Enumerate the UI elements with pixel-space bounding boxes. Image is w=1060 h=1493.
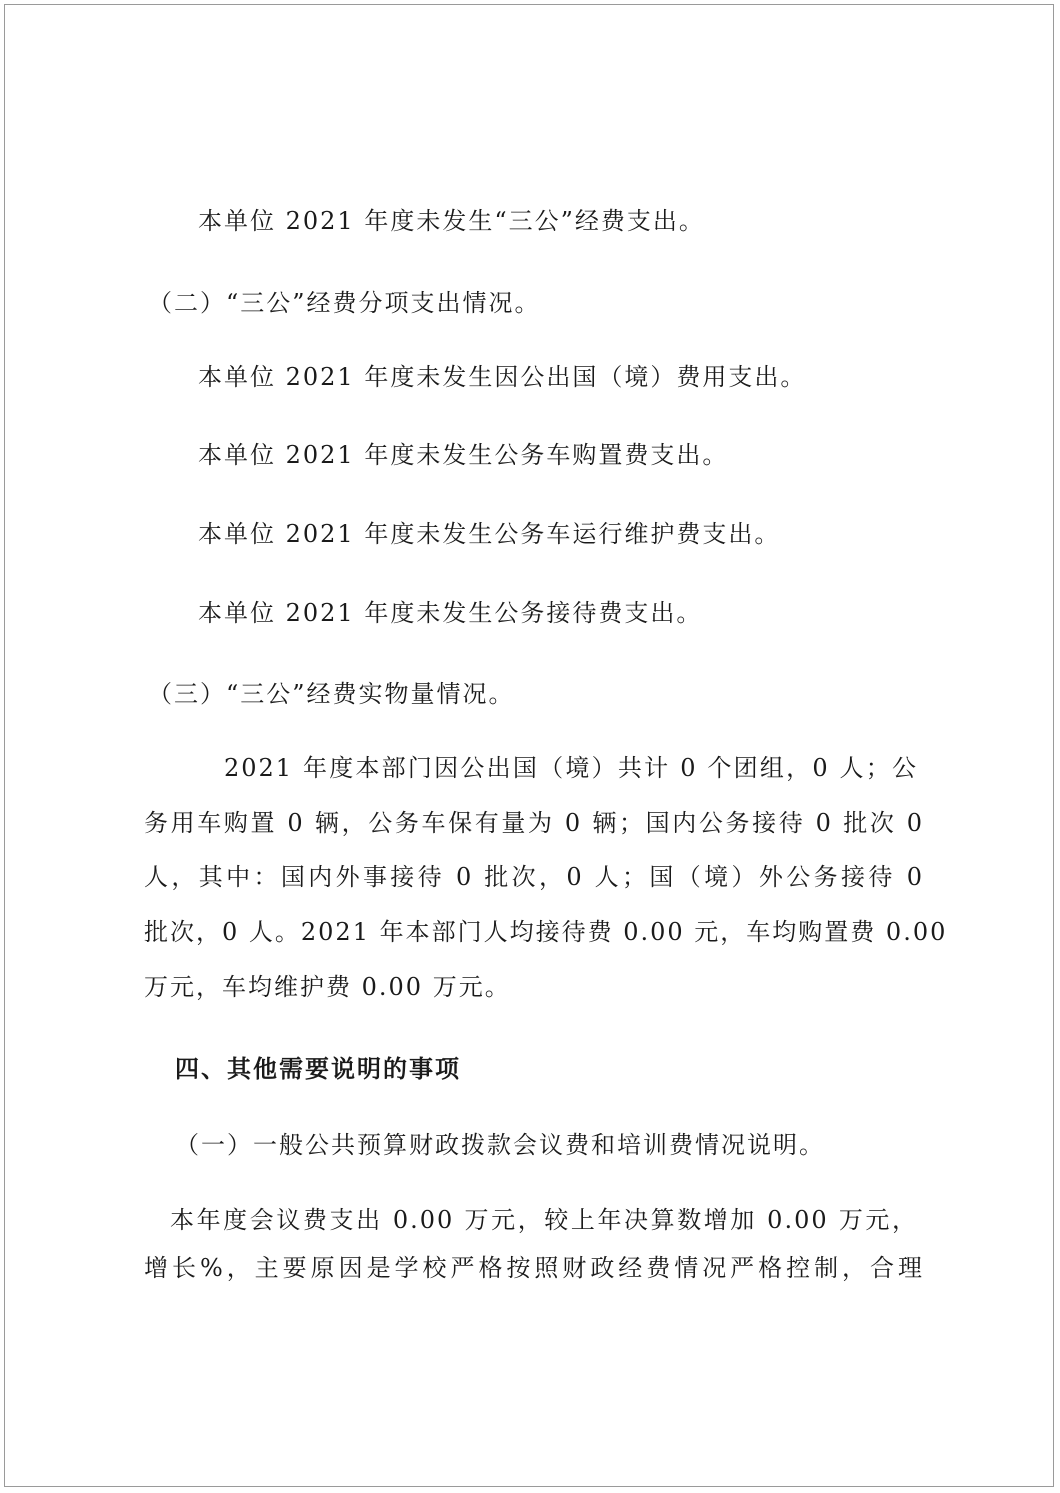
paragraph-no-vehicle-purchase: 本单位 2021 年度未发生公务车购置费支出。 bbox=[198, 441, 729, 469]
subheading-meeting-training-fees: （一）一般公共预算财政拨款会议费和培训费情况说明。 bbox=[175, 1131, 825, 1159]
meeting-fee-line-1: 本年度会议费支出 0.00 万元，较上年决算数增加 0.00 万元， bbox=[170, 1206, 918, 1234]
document-page bbox=[4, 4, 1054, 1487]
meeting-fee-line-2: 增长%，主要原因是学校严格按照财政经费情况严格控制，合理 bbox=[144, 1254, 924, 1282]
subheading-itemized-expenses: （二）“三公”经费分项支出情况。 bbox=[148, 289, 541, 317]
subheading-physical-quantity: （三）“三公”经费实物量情况。 bbox=[148, 680, 515, 708]
physical-quantity-line-5: 万元，车均维护费 0.00 万元。 bbox=[144, 973, 511, 1001]
paragraph-no-three-public-expense: 本单位 2021 年度未发生“三公”经费支出。 bbox=[198, 207, 705, 235]
physical-quantity-line-3: 人，其中：国内外事接待 0 批次，0 人；国（境）外公务接待 0 bbox=[144, 863, 924, 891]
paragraph-no-vehicle-maintenance: 本单位 2021 年度未发生公务车运行维护费支出。 bbox=[198, 520, 781, 548]
physical-quantity-line-1: 2021 年度本部门因公出国（境）共计 0 个团组，0 人；公 bbox=[224, 754, 918, 782]
physical-quantity-line-4: 批次，0 人。2021 年本部门人均接待费 0.00 元，车均购置费 0.00 bbox=[144, 918, 948, 946]
section-heading-other-matters: 四、其他需要说明的事项 bbox=[175, 1055, 461, 1083]
physical-quantity-line-2: 务用车购置 0 辆，公务车保有量为 0 辆；国内公务接待 0 批次 0 bbox=[144, 809, 924, 837]
paragraph-no-reception-expense: 本单位 2021 年度未发生公务接待费支出。 bbox=[198, 599, 703, 627]
paragraph-no-overseas-expense: 本单位 2021 年度未发生因公出国（境）费用支出。 bbox=[198, 363, 807, 391]
